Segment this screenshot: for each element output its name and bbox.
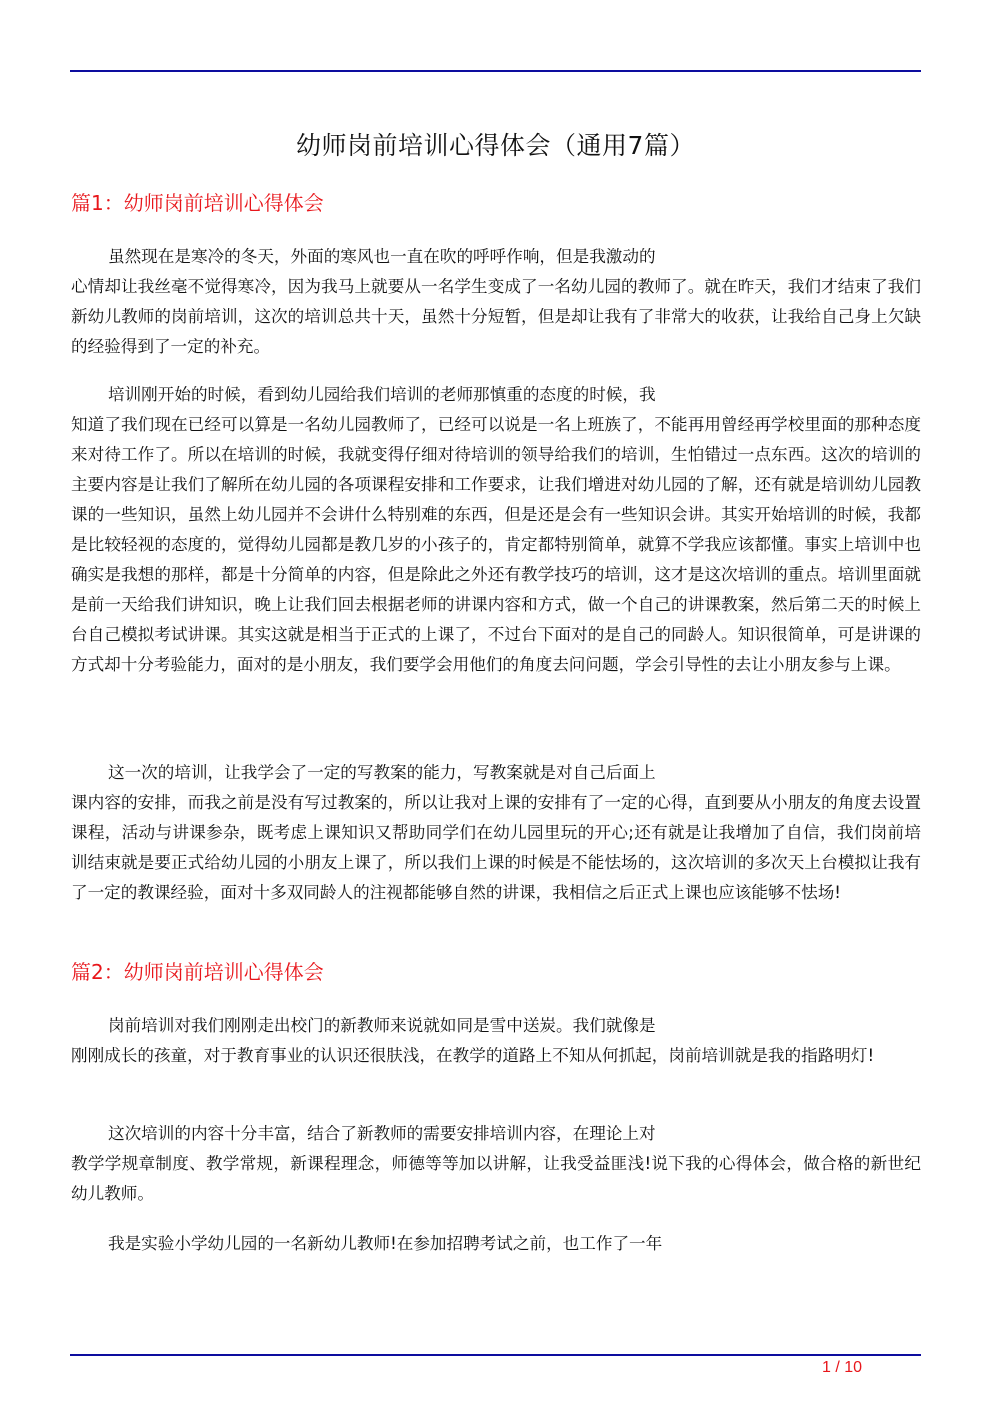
paragraph-first-line: 我是实验小学幼儿园的一名新幼儿教师!在参加招聘考试之前，也工作了一年 bbox=[108, 1234, 663, 1253]
header-rule bbox=[70, 70, 921, 72]
paragraph-body: 刚刚成长的孩童，对于教育事业的认识还很肤浅，在教学的道路上不知从何抓起，岗前培训就是我的指路明灯! bbox=[71, 1046, 875, 1065]
section-heading-2: 篇2：幼师岗前培训心得体会 bbox=[71, 960, 324, 984]
paragraph-1-3 bbox=[71, 758, 921, 908]
paragraph-body: 课内容的安排，而我之前是没有写过教案的，所以让我对上课的安排有了一定的心得，直到要从小朋友的角度去设置课程，活动与讲课参杂，既考虑上课知识又帮助同学们在幼儿园里玩的开心;还有就是让我增加了自信，我们岗前培训结束就是要正式给幼儿园的小朋友上课了，所以我们上课的时候是不能怯场的，这次培训的多次天上台模拟让我有了一定的教课经验，面对十多双同龄人的注视都能够自然的讲课，我相信之后正式上课也应该能够不怯场! bbox=[71, 793, 921, 902]
paragraph-2-2 bbox=[71, 1119, 921, 1209]
page-indicator: 1 / 10 bbox=[822, 1359, 863, 1376]
paragraph-2-3 bbox=[71, 1229, 921, 1259]
paragraph-2-1 bbox=[71, 1011, 921, 1071]
paragraph-first-line: 这次培训的内容十分丰富，结合了新教师的需要安排培训内容，在理论上对 bbox=[108, 1124, 656, 1143]
paragraph-first-line: 这一次的培训，让我学会了一定的写教案的能力，写教案就是对自己后面上 bbox=[108, 763, 656, 782]
paragraph-body: 知道了我们现在已经可以算是一名幼儿园教师了，已经可以说是一名上班族了，不能再用曾经再学校里面的那种态度来对待工作了。所以在培训的时候，我就变得仔细对待培训的领导给我们的培训，生怕错过一点东西。这次的培训的主要内容是让我们了解所在幼儿园的各项课程安排和工作要求，让我们增进对幼儿园的了解，还有就是培训幼儿园教课的一些知识，虽然上幼儿园并不会讲什么特别难的东西，但是还是会有一些知识会讲。其实开始培训的时候，我都是比较轻视的态度的，觉得幼儿园都是教几岁的小孩子的，肯定都特别简单，就算不学我应该都懂。事实上培训中也确实是我想的那样，都是十分简单的内容，但是除此之外还有教学技巧的培训，这才是这次培训的重点。培训里面就是前一天给我们讲知识，晚上让我们回去根据老师的讲课内容和方式，做一个自己的讲课教案，然后第二天的时候上台自己模拟考试讲课。其实这就是相当于正式的上课了，不过台下面对的是自己的同龄人。知识很简单，可是讲课的方式却十分考验能力，面对的是小朋友，我们要学会用他们的角度去问问题，学会引导性的去让小朋友参与上课。 bbox=[71, 415, 921, 674]
document-title: 幼师岗前培训心得体会（通用7篇） bbox=[296, 131, 695, 160]
paragraph-first-line: 岗前培训对我们刚刚走出校门的新教师来说就如同是雪中送炭。我们就像是 bbox=[108, 1016, 656, 1035]
footer-rule bbox=[70, 1354, 921, 1356]
paragraph-body: 教学学规章制度、教学常规，新课程理念，师德等等加以讲解，让我受益匪浅!说下我的心得体会，做合格的新世纪幼儿教师。 bbox=[71, 1154, 921, 1203]
paragraph-1-2 bbox=[71, 380, 921, 680]
paragraph-first-line: 虽然现在是寒冷的冬天，外面的寒风也一直在吹的呼呼作响，但是我激动的 bbox=[108, 247, 656, 266]
paragraph-first-line: 培训刚开始的时候，看到幼儿园给我们培训的老师那慎重的态度的时候，我 bbox=[108, 385, 656, 404]
paragraph-body: 心情却让我丝毫不觉得寒冷，因为我马上就要从一名学生变成了一名幼儿园的教师了。就在昨天，我们才结束了我们新幼儿教师的岗前培训，这次的培训总共十天，虽然十分短暂，但是却让我有了非常大的收获，让我给自己身上欠缺的经验得到了一定的补充。 bbox=[71, 277, 921, 356]
section-heading-1: 篇1：幼师岗前培训心得体会 bbox=[71, 191, 324, 215]
paragraph-1-1 bbox=[71, 242, 921, 362]
